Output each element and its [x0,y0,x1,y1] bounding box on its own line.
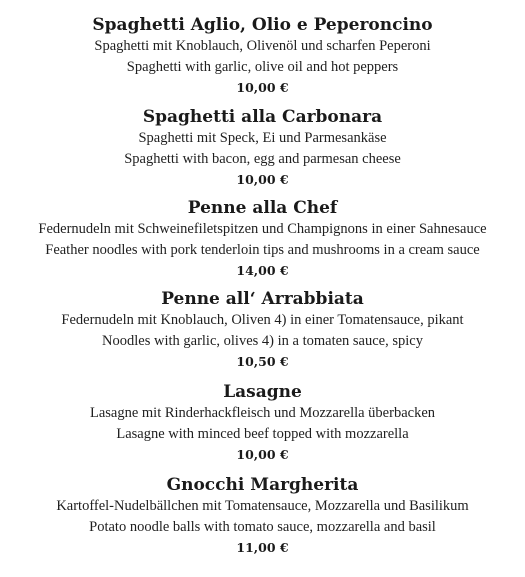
dish-description-german: Lasagne mit Rinderhackfleisch und Mozzarella überbacken [89,405,436,421]
dish-description-german: Spaghetti mit Knoblauch, Olivenöl und scharfen Peperoni [94,38,431,54]
dish-title: Spaghetti alla Carbonara [142,107,383,127]
dish-price: 10,50 € [236,354,289,369]
menu-item-aglio-olio [0,14,525,97]
dish-price: 10,00 € [236,447,289,462]
dish-price: 11,00 € [236,540,289,555]
dish-price: 10,00 € [236,80,289,95]
dish-description-german: Kartoffel-Nudelbällchen mit Tomatensauce, Mozzarella und Basilikum [56,498,469,514]
menu-item-penne-arrabbiata [0,288,525,371]
menu-item-carbonara [0,106,525,189]
dish-price: 14,00 € [236,263,289,278]
dish-description-english: Lasagne with minced beef topped with mozzarella [116,426,409,442]
dish-title: Lasagne [223,382,302,402]
dish-description-english: Spaghetti with bacon, egg and parmesan cheese [124,151,401,167]
dish-description-german: Federnudeln mit Knoblauch, Oliven 4) in einer Tomatensauce, pikant [61,312,464,328]
dish-description-english: Noodles with garlic, olives 4) in a tomaten sauce, spicy [102,333,423,349]
dish-description-english: Potato noodle balls with tomato sauce, mozzarella and basil [89,519,436,535]
menu-item-penne-chef [0,197,525,280]
menu-item-gnocchi [0,474,525,557]
dish-description-english: Spaghetti with garlic, olive oil and hot peppers [126,59,399,75]
dish-description-english: Feather noodles with pork tenderloin tips and mushrooms in a cream sauce [45,242,480,258]
dish-title: Gnocchi Margherita [166,475,359,495]
dish-description-german: Spaghetti mit Speck, Ei und Parmesankäse [138,130,387,146]
menu-item-lasagne [0,381,525,464]
dish-price: 10,00 € [236,172,289,187]
dish-description-german: Federnudeln mit Schweinefiletspitzen und Champignons in einer Sahnesauce [38,221,487,237]
dish-title: Penne alla Chef [187,198,338,218]
dish-title: Spaghetti Aglio, Olio e Peperoncino [92,15,433,35]
dish-title: Penne all‘ Arrabbiata [161,289,364,309]
